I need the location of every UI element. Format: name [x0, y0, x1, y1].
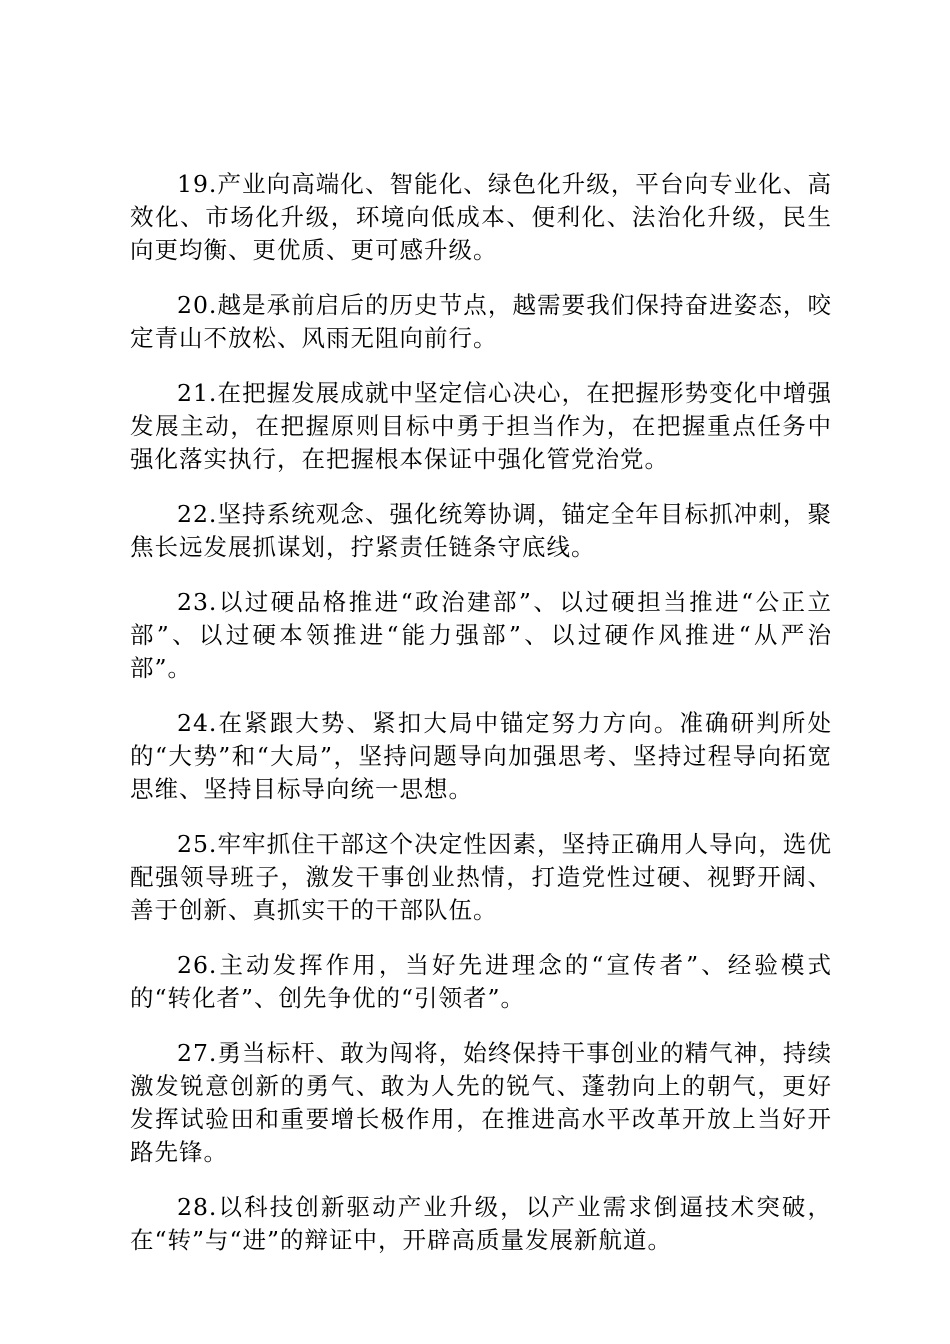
paragraph-22: 22.坚持系统观念、强化统筹协调，锚定全年目标抓冲刺，聚焦长远发展抓谋划，拧紧责任链条守底线。: [130, 500, 832, 561]
paragraph-26: 26.主动发挥作用，当好先进理念的“宣传者”、经验模式的“转化者”、创先争优的“引领者”。: [130, 951, 832, 1012]
paragraph-21: 21.在把握发展成就中坚定信心决心，在把握形势变化中增强发展主动，在把握原则目标中勇于担当作为，在把握重点任务中强化落实执行，在把握根本保证中强化管党治党。: [130, 379, 832, 473]
document-body: [130, 168, 832, 1279]
paragraph-23: 23.以过硬品格推进“政治建部”、以过硬担当推进“公正立部”、以过硬本领推进“能力强部”、以过硬作风推进“从严治部”。: [130, 588, 832, 682]
paragraph-27: 27.勇当标杆、敢为闯将，始终保持干事创业的精气神，持续激发锐意创新的勇气、敢为人先的锐气、蓬勃向上的朝气，更好发挥试验田和重要增长极作用，在推进高水平改革开放上当好开路先锋。: [130, 1039, 832, 1166]
paragraph-20: 20.越是承前启后的历史节点，越需要我们保持奋进姿态，咬定青山不放松、风雨无阻向前行。: [130, 291, 832, 352]
paragraph-19: 19.产业向高端化、智能化、绿色化升级，平台向专业化、高效化、市场化升级，环境向低成本、便利化、法治化升级，民生向更均衡、更优质、更可感升级。: [130, 170, 832, 264]
paragraph-28: 28.以科技创新驱动产业升级，以产业需求倒逼技术突破，在“转”与“进”的辩证中，开辟高质量发展新航道。: [130, 1193, 832, 1254]
paragraph-24: 24.在紧跟大势、紧扣大局中锚定努力方向。准确研判所处的“大势”和“大局”，坚持问题导向加强思考、坚持过程导向拓宽思维、坚持目标导向统一思想。: [130, 709, 832, 803]
paragraph-25: 25.牢牢抓住干部这个决定性因素，坚持正确用人导向，选优配强领导班子，激发干事创业热情，打造党性过硬、视野开阔、善于创新、真抓实干的干部队伍。: [130, 830, 832, 924]
